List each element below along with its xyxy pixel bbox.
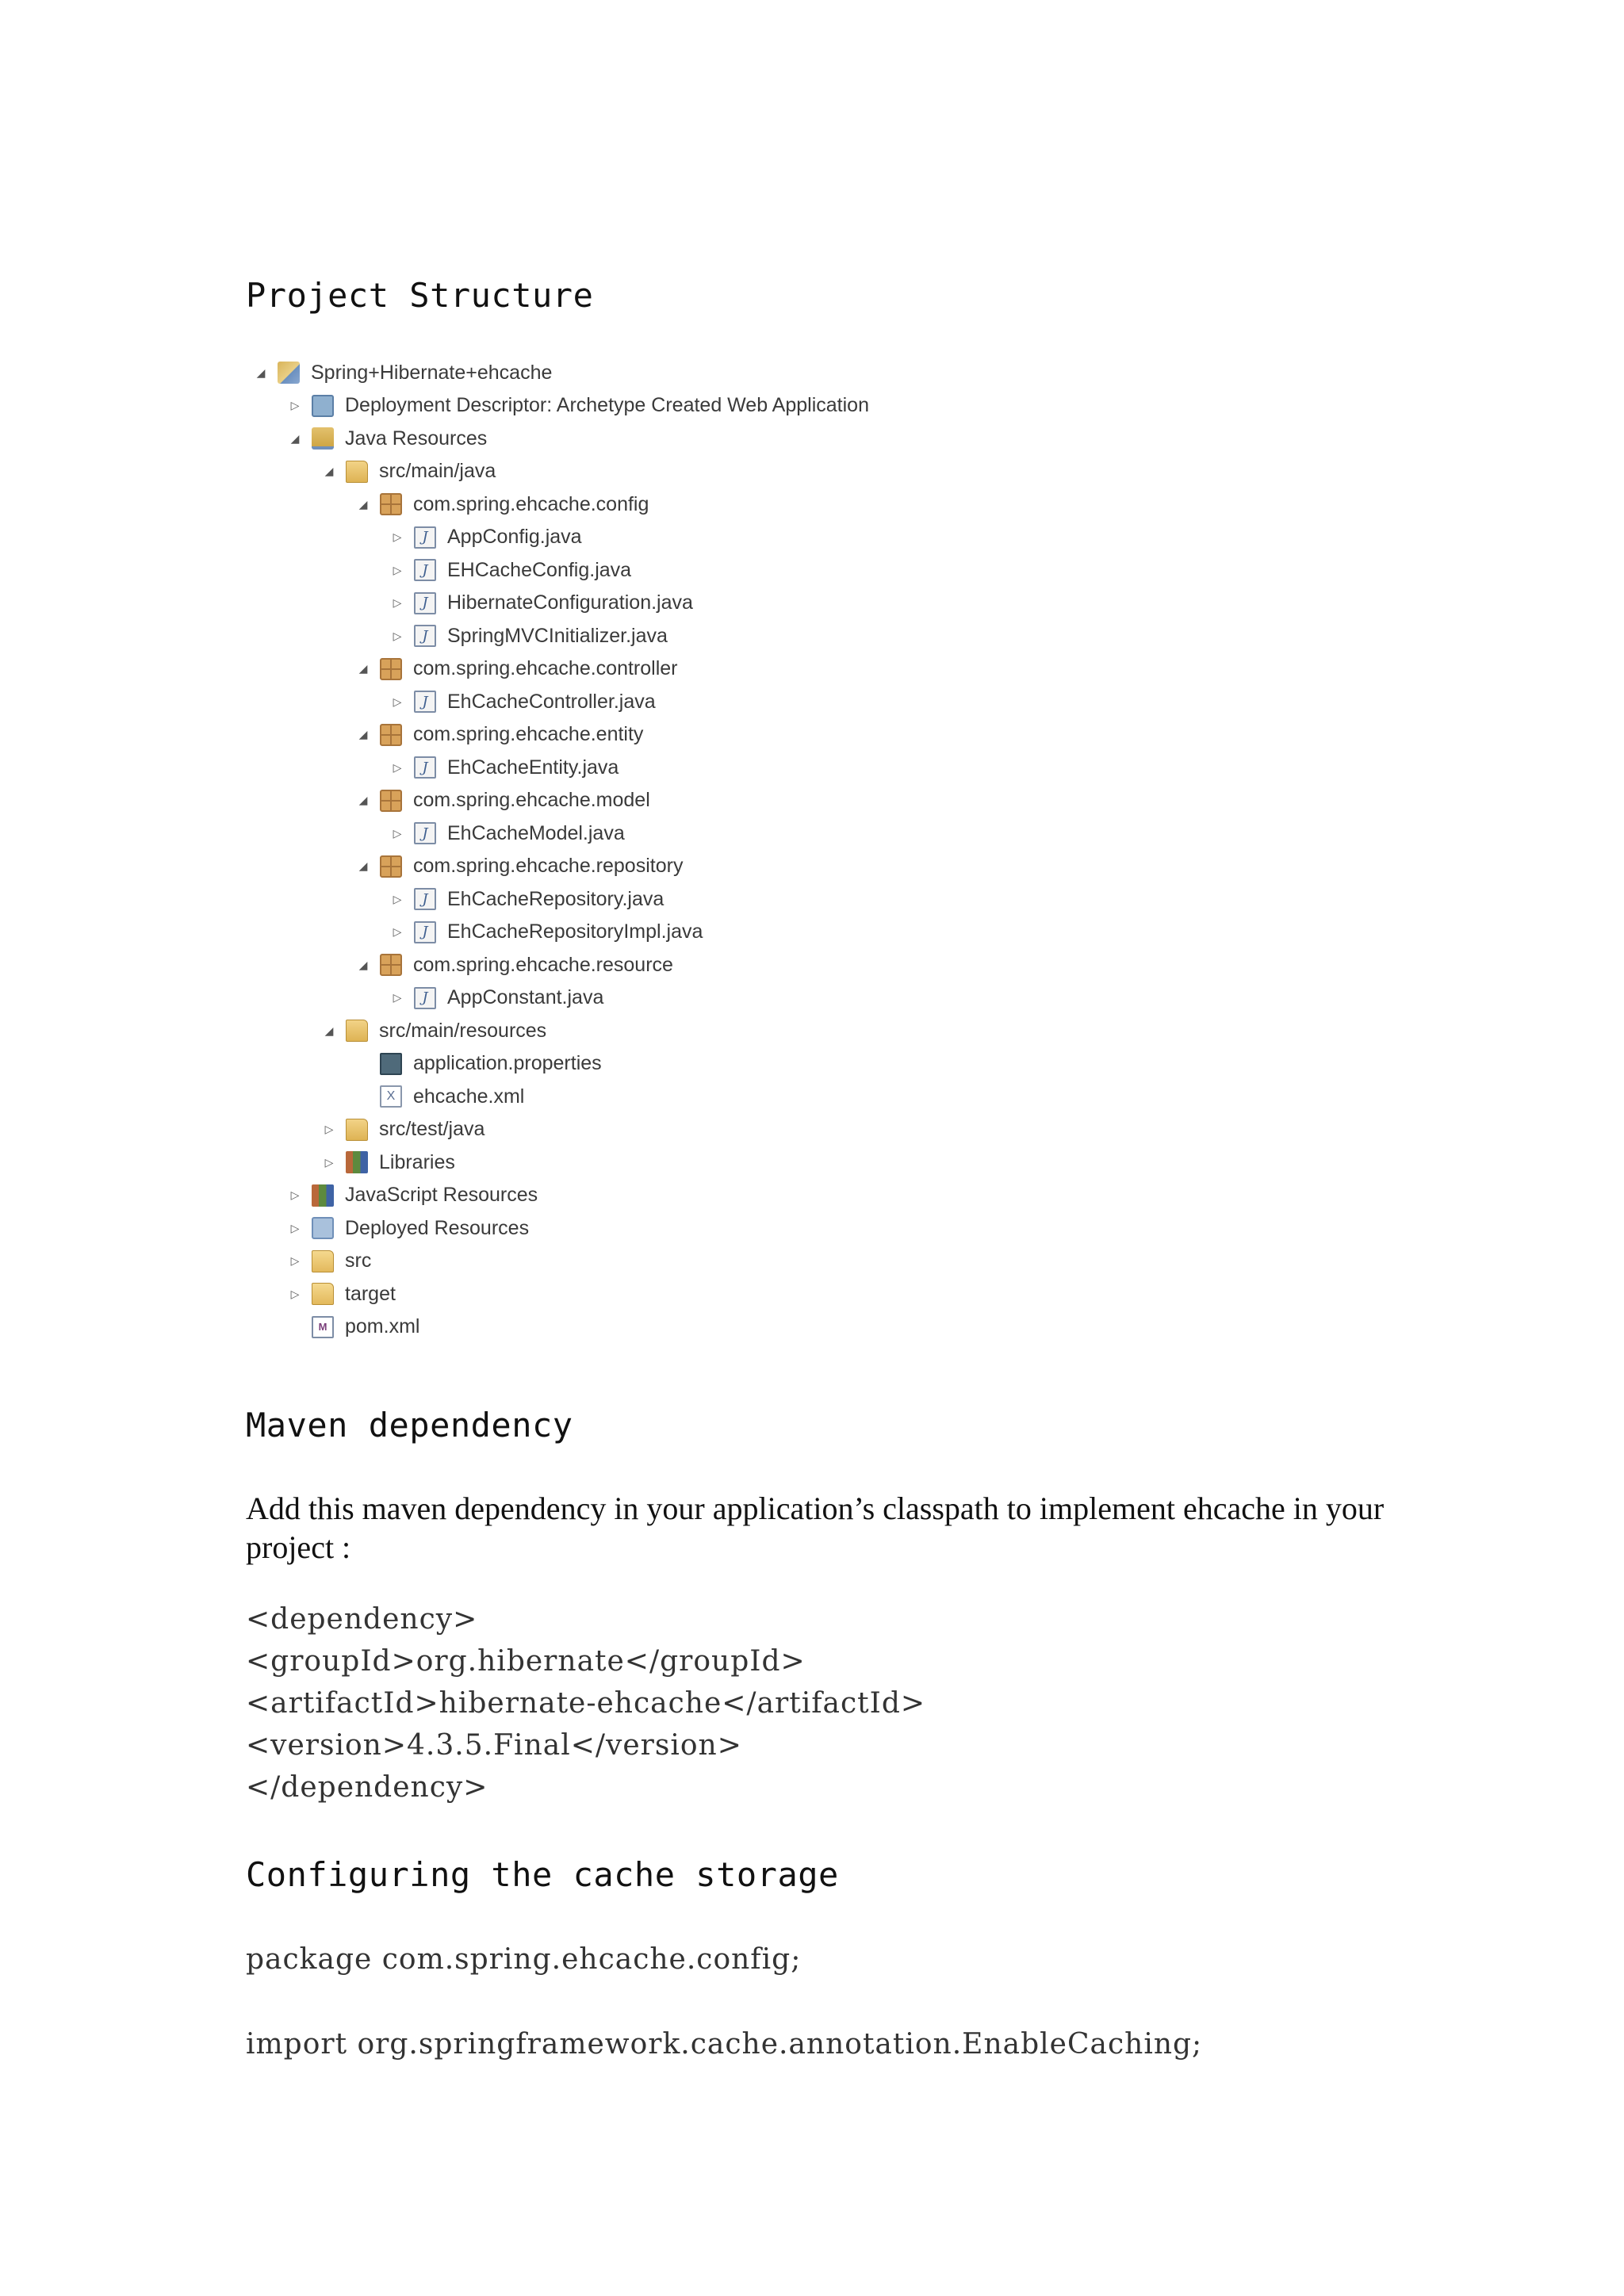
deployed-resources-icon [312,1217,334,1239]
collapsed-arrow-icon[interactable]: ▷ [393,925,402,938]
package-icon [380,855,402,878]
tree-item-label: src/test/java [379,1118,485,1140]
tree-item[interactable] [390,883,664,915]
cache-code-line: package com.spring.ehcache.config; [246,1943,802,1976]
tree-item-label: Spring+Hibernate+ehcache [311,361,553,384]
tree-item-label: com.spring.ehcache.model [413,789,650,811]
tree-item-label: EHCacheConfig.java [447,558,632,581]
pom-file-icon: M [312,1316,334,1338]
project-icon [278,362,300,384]
source-folder-icon [346,461,368,483]
collapsed-arrow-icon[interactable]: ▷ [290,1221,300,1234]
tree-item-label: Deployment Descriptor: Archetype Created Web Application [345,394,869,416]
package-icon [380,724,402,746]
package-icon [380,658,402,680]
collapsed-arrow-icon[interactable]: ▷ [393,695,402,708]
project-structure-heading: Project Structure [246,276,594,315]
tree-item-label: ehcache.xml [413,1085,525,1108]
collapsed-arrow-icon[interactable]: ▷ [393,563,402,576]
cache-code-line: import org.springframework.cache.annotation.EnableCaching; [246,2028,1203,2061]
expanded-arrow-icon[interactable]: ◢ [358,859,368,872]
tree-item[interactable] [390,817,625,849]
tree-item[interactable] [356,719,643,751]
tree-item[interactable] [254,357,552,388]
tree-item-label: EhCacheEntity.java [447,756,619,779]
tree-item-label: com.spring.ehcache.config [413,492,649,515]
tree-item[interactable] [390,522,582,553]
expanded-arrow-icon[interactable]: ◢ [358,497,368,511]
properties-file-icon [380,1053,402,1075]
tree-item-label: AppConfig.java [447,526,582,548]
expanded-arrow-icon[interactable]: ◢ [358,958,368,971]
tree-item[interactable] [356,653,678,685]
tree-item[interactable] [322,1146,455,1178]
collapsed-arrow-icon[interactable]: ▷ [290,1254,300,1267]
package-icon [380,493,402,515]
tree-item[interactable] [356,785,650,817]
tree-item-label: com.spring.ehcache.entity [413,723,644,745]
tree-item-label: Java Resources [345,427,488,450]
maven-code-line: <groupId>org.hibernate</groupId> [246,1645,806,1678]
collapsed-arrow-icon[interactable]: ▷ [393,991,402,1004]
java-file-icon: J [414,526,436,549]
tree-item-label: src/main/java [379,460,496,482]
java-file-icon: J [414,822,436,844]
java-file-icon: J [414,559,436,581]
java-file-icon: J [414,756,436,779]
tree-item-label: target [345,1282,396,1305]
descriptor-icon [312,395,334,417]
tree-item-label: EhCacheRepositoryImpl.java [447,920,703,943]
collapsed-arrow-icon[interactable]: ▷ [324,1123,334,1135]
tree-item[interactable] [288,1180,538,1211]
collapsed-arrow-icon[interactable]: ▷ [290,399,300,411]
cache-storage-heading: Configuring the cache storage [246,1855,839,1894]
collapsed-arrow-icon[interactable]: ▷ [324,1155,334,1169]
tree-item[interactable] [322,456,496,488]
project-tree-screenshot [246,349,959,1348]
xml-file-icon: X [380,1085,402,1108]
tree-item[interactable] [322,1114,485,1146]
expanded-arrow-icon[interactable]: ◢ [324,1024,334,1037]
tree-item-label: HibernateConfiguration.java [447,591,693,614]
tree-item-label: src [345,1249,372,1272]
tree-item-label: JavaScript Resources [345,1184,538,1206]
collapsed-arrow-icon[interactable]: ▷ [393,596,402,609]
expanded-arrow-icon[interactable]: ◢ [290,431,300,445]
expanded-arrow-icon[interactable]: ◢ [256,365,266,379]
tree-item-label: AppConstant.java [447,986,604,1008]
maven-code-line: <version>4.3.5.Final</version> [246,1729,742,1762]
tree-item[interactable] [390,916,703,948]
collapsed-arrow-icon[interactable]: ▷ [393,760,402,774]
java-file-icon: J [414,987,436,1009]
collapsed-arrow-icon[interactable]: ▷ [290,1188,300,1201]
tree-item[interactable] [390,752,619,783]
maven-code-line: <dependency> [246,1603,478,1636]
java-file-icon: J [414,592,436,614]
tree-item-label: EhCacheModel.java [447,821,625,844]
source-folder-icon [346,1020,368,1042]
tree-item[interactable] [288,390,869,422]
tree-item[interactable] [390,554,631,586]
tree-item[interactable] [288,1278,396,1310]
java-file-icon: J [414,691,436,713]
package-icon [380,790,402,812]
maven-dependency-heading: Maven dependency [246,1406,573,1445]
expanded-arrow-icon[interactable]: ◢ [358,728,368,740]
libraries-icon [346,1151,368,1173]
tree-item-label: src/main/resources [379,1019,547,1042]
expanded-arrow-icon[interactable]: ◢ [358,662,368,675]
tree-item[interactable] [288,1212,529,1244]
collapsed-arrow-icon[interactable]: ▷ [393,826,402,840]
expanded-arrow-icon[interactable]: ◢ [324,465,334,477]
tree-item[interactable] [288,1311,419,1343]
maven-paragraph: Add this maven dependency in your application’s classpath to implement ehcache in your project : [246,1490,1385,1565]
folder-icon [312,1283,334,1305]
source-folder-icon [346,1119,368,1141]
maven-code-line: </dependency> [246,1771,488,1804]
java-file-icon: J [414,921,436,943]
tree-item-label: Libraries [379,1150,455,1173]
folder-icon [312,1250,334,1272]
tree-item[interactable] [390,686,656,718]
java-resources-icon [312,427,334,450]
tree-item-label: Deployed Resources [345,1216,530,1239]
tree-item[interactable] [356,1048,602,1080]
javascript-resources-icon [312,1184,334,1207]
java-file-icon: J [414,888,436,910]
tree-item[interactable] [356,949,673,981]
collapsed-arrow-icon[interactable]: ▷ [393,629,402,642]
java-file-icon: J [414,625,436,647]
tree-item-label: com.spring.ehcache.resource [413,953,673,976]
package-icon [380,954,402,976]
maven-code-line: <artifactId>hibernate-ehcache</artifactId> [246,1687,926,1720]
collapsed-arrow-icon[interactable]: ▷ [393,892,402,905]
tree-item-label: EhCacheRepository.java [447,887,665,910]
tree-item[interactable] [390,587,693,619]
tree-item-label: EhCacheController.java [447,690,656,713]
collapsed-arrow-icon[interactable]: ▷ [290,1287,300,1300]
collapsed-arrow-icon[interactable]: ▷ [393,530,402,543]
tree-item[interactable] [390,620,668,652]
tree-item-label: application.properties [413,1052,602,1074]
tree-item[interactable] [288,1246,371,1277]
tree-item[interactable] [356,1081,524,1112]
expanded-arrow-icon[interactable]: ◢ [358,794,368,806]
tree-item-label: SpringMVCInitializer.java [447,624,668,647]
tree-item[interactable] [356,488,649,520]
tree-item[interactable] [322,1015,546,1047]
tree-item-label: com.spring.ehcache.repository [413,855,684,877]
tree-item[interactable] [356,851,683,882]
tree-item[interactable] [288,423,487,454]
tree-item-label: pom.xml [345,1315,420,1337]
tree-item-label: com.spring.ehcache.controller [413,657,678,679]
tree-item[interactable] [390,982,603,1014]
